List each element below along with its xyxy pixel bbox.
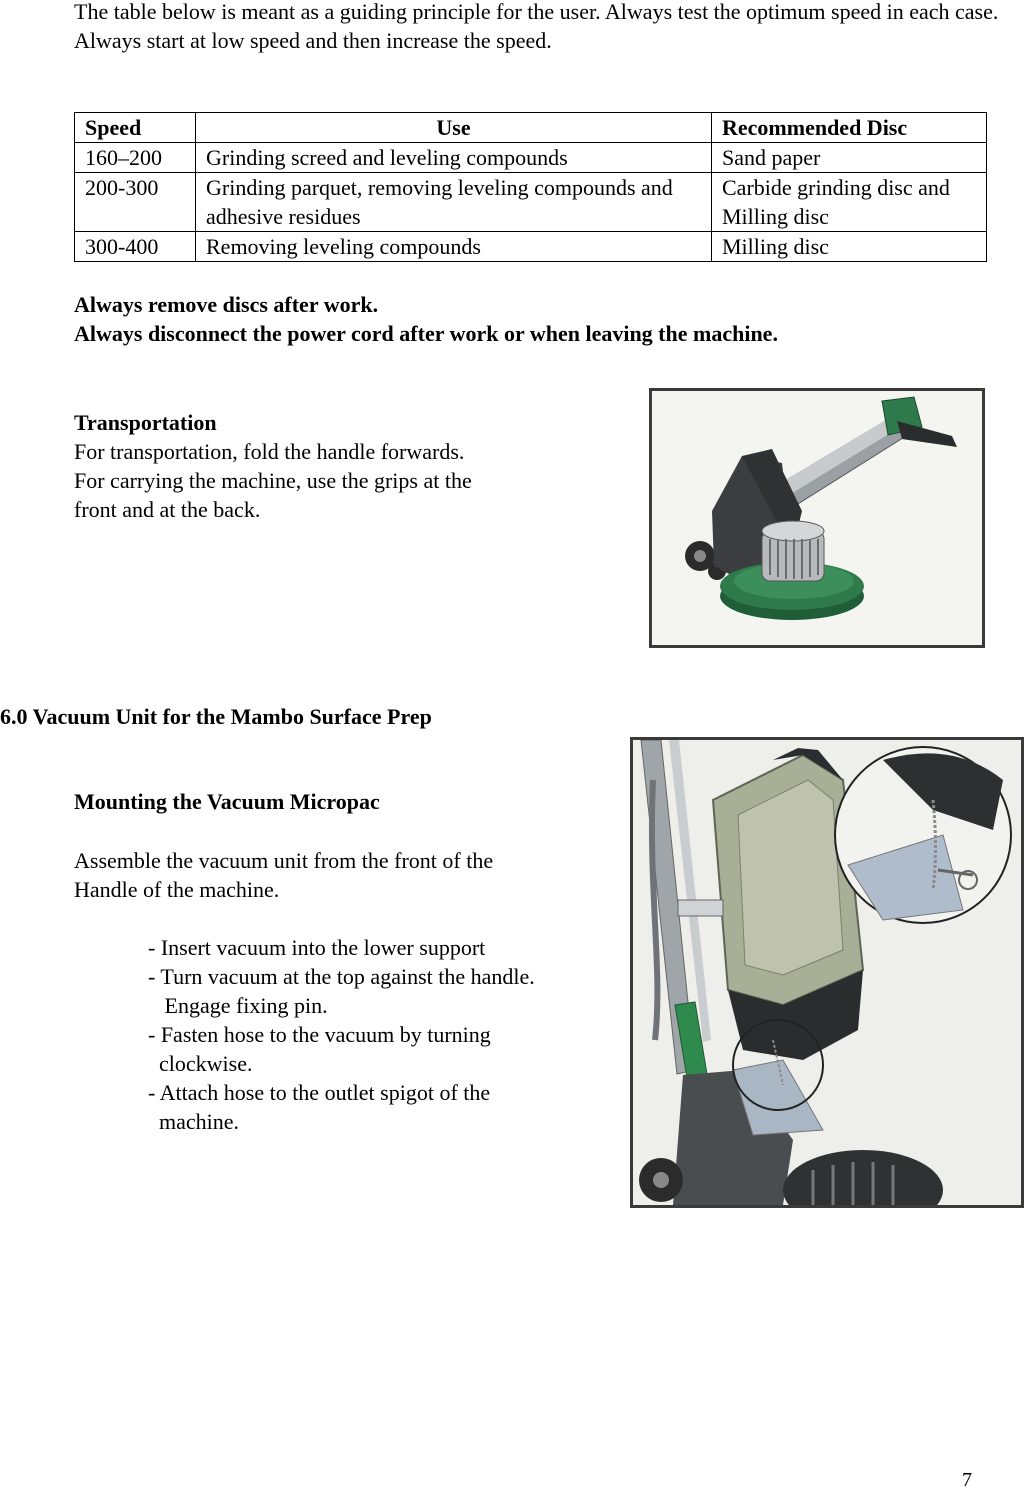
cell-speed: 300-400 (75, 232, 196, 262)
header-speed: Speed (75, 113, 196, 143)
cell-use: Grinding screed and leveling compounds (196, 143, 712, 173)
transportation-line: front and at the back. (74, 497, 261, 522)
cell-speed: 200-300 (75, 173, 196, 232)
vacuum-intro-line: Assemble the vacuum unit from the front of the (74, 848, 494, 873)
transportation-line: For transportation, fold the handle forwards. (74, 439, 465, 464)
cell-speed: 160–200 (75, 143, 196, 173)
cell-disc: Milling disc (712, 232, 987, 262)
table-row (75, 173, 987, 232)
vacuum-subheading: Mounting the Vacuum Micropac (74, 789, 380, 814)
header-use: Use (196, 113, 712, 143)
step-line: clockwise. (148, 1051, 253, 1076)
vacuum-intro (74, 846, 594, 904)
step-line: - Attach hose to the outlet spigot of the (148, 1080, 491, 1105)
step-line: Engage fixing pin. (148, 993, 328, 1018)
intro-paragraph: The table below is meant as a guiding principle for the user. Always test the optimum speed in each case. Always start at low speed and then increase the speed. (74, 0, 999, 53)
step-line: - Fasten hose to the vacuum by turning (148, 1022, 491, 1047)
table-row (75, 232, 987, 262)
step-line: machine. (148, 1109, 240, 1134)
vacuum-intro-line: Handle of the machine. (74, 877, 280, 902)
speed-table (74, 112, 987, 262)
vacuum-mounting-steps (148, 933, 618, 1136)
cell-disc: Sand paper (712, 143, 987, 173)
transportation-section (74, 408, 594, 524)
transportation-line: For carrying the machine, use the grips at the (74, 468, 472, 493)
safety-warnings (74, 290, 974, 348)
warning-remove-discs: Always remove discs after work. (74, 292, 379, 317)
step-line: - Turn vacuum at the top against the handle. (148, 964, 535, 989)
cell-disc: Carbide grinding disc and Milling disc (712, 173, 987, 232)
vacuum-unit-illustration (633, 740, 1021, 1205)
header-recommended-disc: Recommended Disc (712, 113, 987, 143)
floor-grinder-illustration (652, 391, 982, 645)
table-row (75, 143, 987, 173)
table-header-row (75, 113, 987, 143)
section-heading: 6.0 Vacuum Unit for the Mambo Surface Prep (0, 704, 432, 729)
vacuum-mounting-photo (630, 737, 1024, 1208)
cell-use: Grinding parquet, removing leveling compounds and adhesive residues (196, 173, 712, 232)
machine-transport-photo (649, 388, 985, 648)
warning-disconnect-power: Always disconnect the power cord after work or when leaving the machine. (74, 321, 778, 346)
page-number: 7 (962, 1469, 972, 1491)
step-line: - Insert vacuum into the lower support (148, 935, 486, 960)
cell-use: Removing leveling compounds (196, 232, 712, 262)
transportation-heading: Transportation (74, 410, 217, 435)
